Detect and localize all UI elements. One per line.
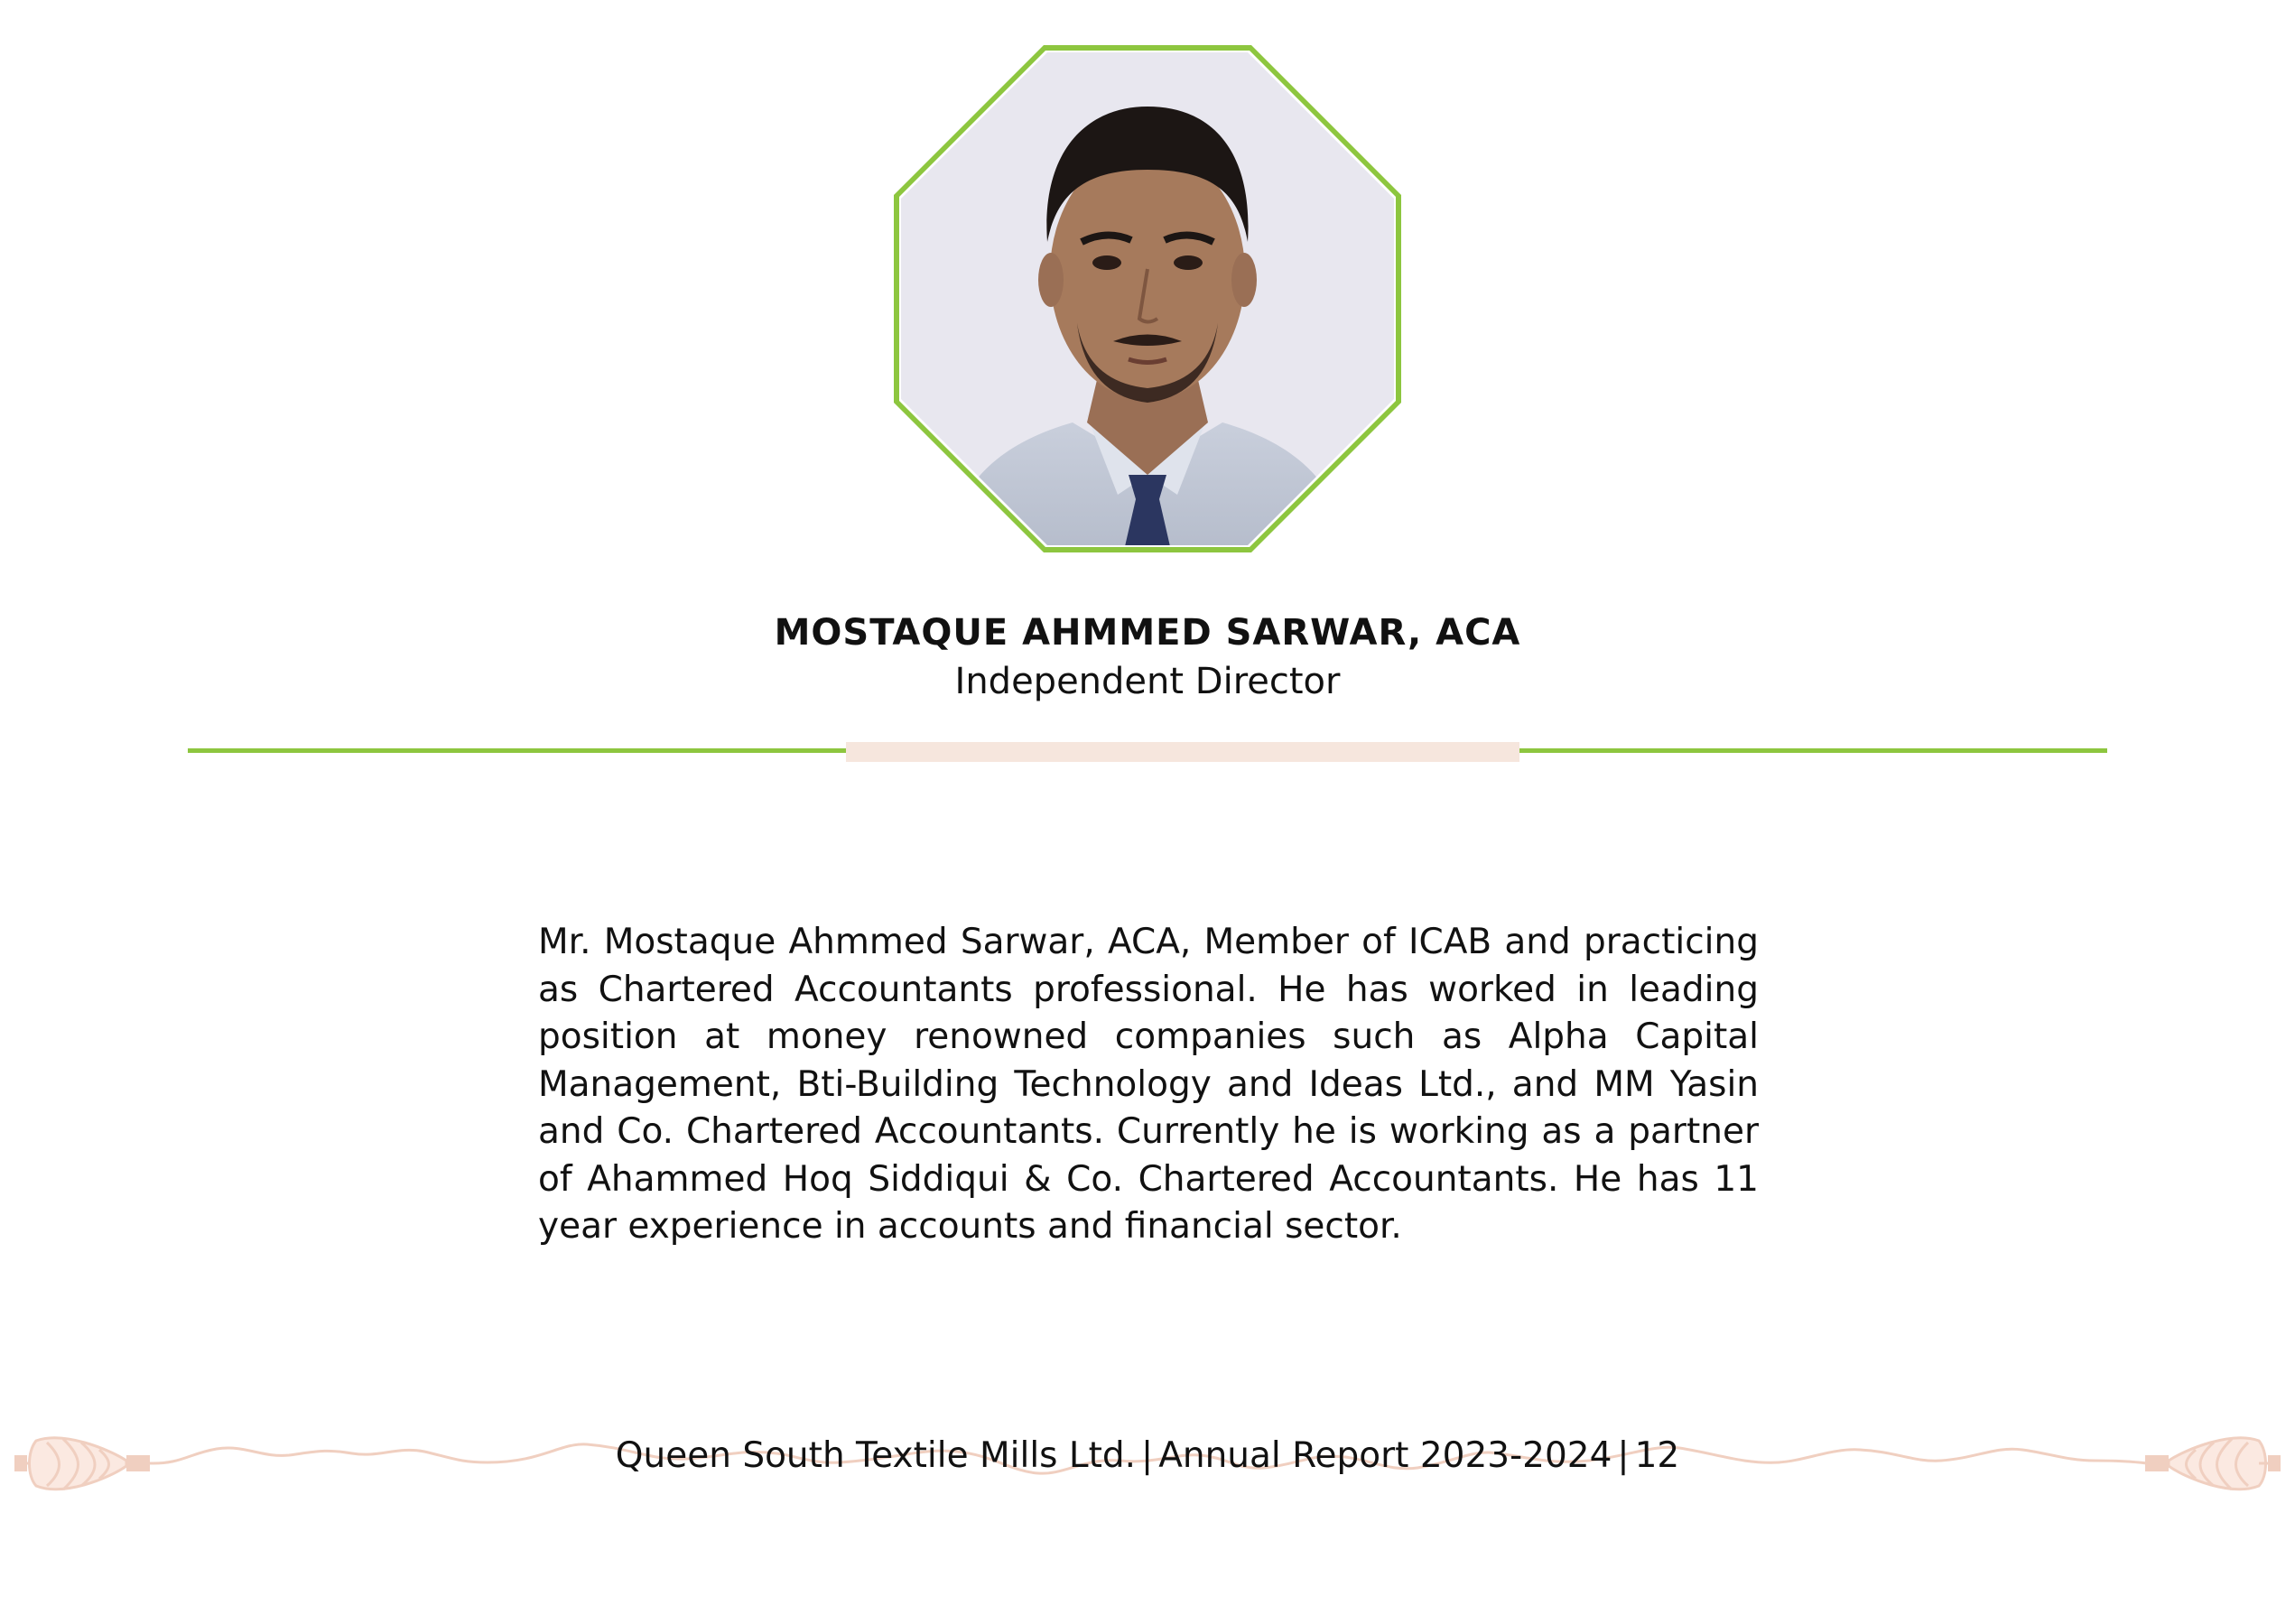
- page-footer: [0, 1435, 2295, 1476]
- divider-accent-bar: [846, 742, 1519, 762]
- footer-company: Queen South Textile Mills Ltd.: [615, 1435, 1137, 1476]
- footer-report-title: Annual Report 2023-2024: [1158, 1435, 1612, 1476]
- footer-separator: |: [1141, 1435, 1154, 1476]
- director-title: Independent Director: [954, 661, 1341, 702]
- footer-separator: |: [1617, 1435, 1630, 1476]
- director-biography: Mr. Mostaque Ahmmed Sarwar, ACA, Member of ICAB and practicing as Chartered Accountants professional. He has worked in leading position at money renowned companies such as Alpha Capital Management, Bti-Building Technology and Ideas Ltd., and MM Yasin and Co. Chartered Accountants. Currently he is working as a partner of Ahammed Hoq Siddiqui & Co. Chartered Accountants. He has 11 year experience in accounts and financial sector.: [538, 922, 1759, 1247]
- director-name: MOSTAQUE AHMMED SARWAR, ACA: [774, 612, 1521, 654]
- director-portrait: [892, 43, 1403, 554]
- page-number: 12: [1634, 1435, 1680, 1476]
